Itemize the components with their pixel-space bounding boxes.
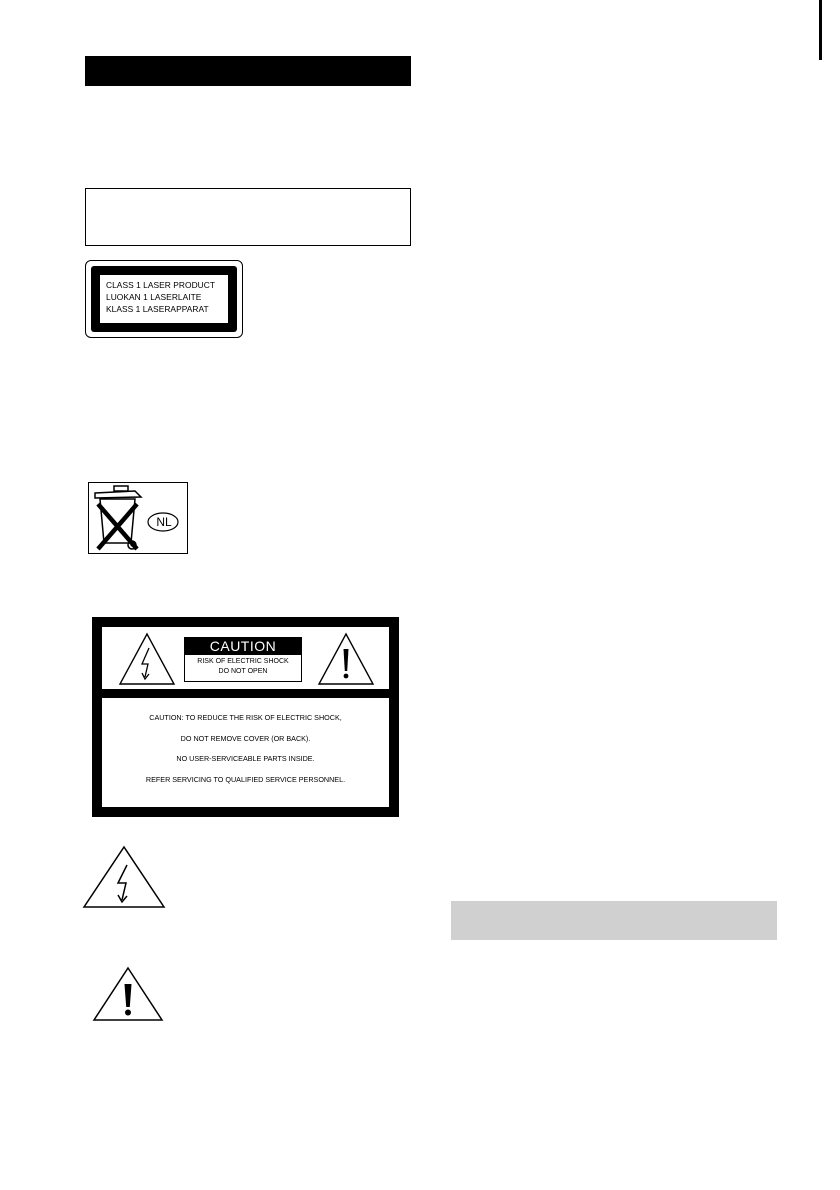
caution-body-text [102,712,389,794]
caution-subtitle-line: DO NOT OPEN [218,667,268,675]
exclamation-warning-icon [317,632,375,686]
exclamation-warning-icon [92,966,164,1022]
weee-disposal-symbol [88,482,188,554]
nl-badge-text: NL [156,515,172,529]
laser-label-line: LUOKAN 1 LASERLAITE [106,292,202,302]
laser-label-line: KLASS 1 LASERAPPARAT [106,304,209,314]
caution-subtitle-line: RISK OF ELECTRIC SHOCK [197,658,289,665]
lightning-warning-icon [118,632,176,686]
section-header-bar [85,56,411,86]
laser-product-label [85,260,243,338]
page-edge-line [819,0,822,60]
notice-box [85,188,411,246]
caution-body-line: REFER SERVICING TO QUALIFIED SERVICE PERSONNEL. [145,774,346,784]
caution-body-line: CAUTION: TO REDUCE THE RISK OF ELECTRIC SHOCK, [149,713,342,722]
section-subheader-bar [451,901,777,940]
caution-body-line: NO USER-SERVICEABLE PARTS INSIDE. [176,754,315,763]
caution-title: CAUTION [185,638,301,655]
lightning-warning-icon [82,845,166,909]
laser-label-line: CLASS 1 LASER PRODUCT [106,280,216,290]
caution-body-line: DO NOT REMOVE COVER (OR BACK). [180,733,311,743]
caution-subtitle [185,657,301,676]
